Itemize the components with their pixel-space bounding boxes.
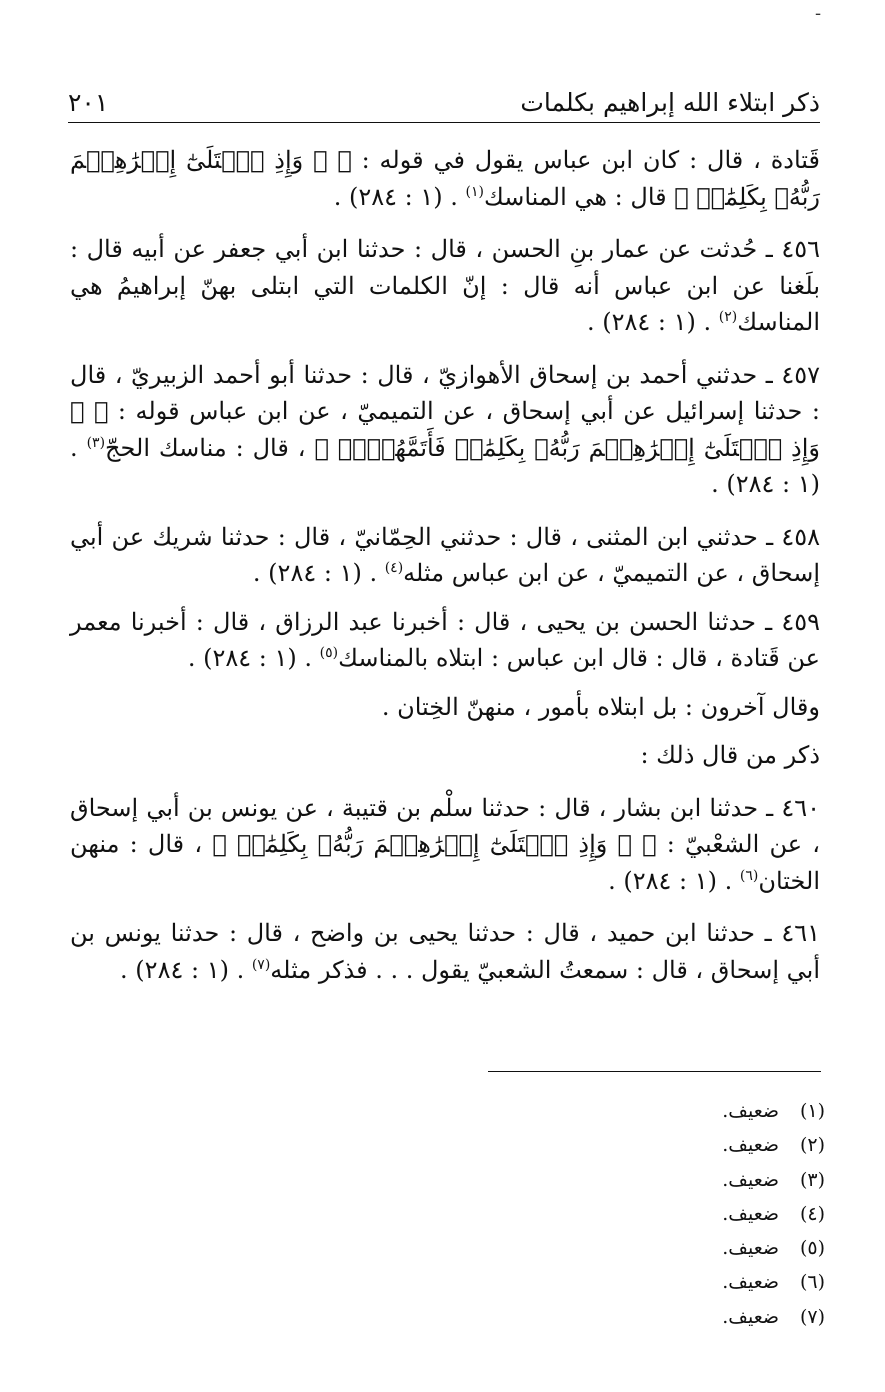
footnote-text: ضعيف. xyxy=(722,1271,779,1294)
footnote-marker: (١) xyxy=(465,183,484,200)
paragraph-456 xyxy=(70,231,820,341)
footnote-text: ضعيف. xyxy=(722,1202,779,1225)
footnote-item xyxy=(525,1197,825,1231)
footnote-marker: (٣) xyxy=(86,434,106,451)
footnote-text: ضعيف. xyxy=(722,1305,779,1328)
citation: . (١ : ٢٨٤) . xyxy=(187,644,320,672)
footnote-number: (٢) xyxy=(799,1134,825,1157)
header-title: ذكر ابتلاء الله إبراهيم بكلمات xyxy=(520,88,820,117)
footnote-marker: (٦) xyxy=(739,867,759,884)
citation: . (١ : ٢٨٤) . xyxy=(608,866,740,895)
quran-verse: ﴿ ۞ وَإِذِ ٱبۡتَلَىٰٓ إِبۡرَٰهِـۧمَ رَبُّهُۥ بِكَلِمَٰتٖ ﴾ xyxy=(212,830,657,858)
paragraph-458 xyxy=(70,519,820,592)
paragraph-text: ، قال : منهن الختان xyxy=(70,830,820,895)
footnote-number: (٧) xyxy=(799,1305,825,1328)
page-number: ٢٠١ xyxy=(68,88,109,117)
footnote-text: ضعيف. xyxy=(722,1100,779,1122)
footnote-marker: (٢) xyxy=(718,309,738,325)
footnote-item xyxy=(525,1128,825,1162)
paragraph-qatada xyxy=(70,142,820,215)
footnote-item xyxy=(525,1163,825,1197)
footnote-marker: (٥) xyxy=(319,645,339,661)
quran-verse: ﴿ ۞ وَإِذِ ٱبۡتَلَىٰٓ إِبۡرَٰهِـۧمَ رَبُّهُۥ بِكَلِمَٰتٖ فَأَتَمَّهُنَّۖ ﴾ xyxy=(70,397,820,462)
paragraph-text: ٤٦١ ـ حدثنا ابن حميد ، قال : حدثنا يحيى بن واضح ، قال : حدثنا يونس بن أبي إسحاق ، قال : سمعتُ الشعبيّ يقول . . . فذكر مثله xyxy=(70,919,820,984)
footnote-divider xyxy=(488,1071,821,1072)
footnote-item xyxy=(525,1265,825,1299)
paragraph-text: ٤٥٧ ـ حدثني أحمد بن إسحاق الأهوازيّ ، قال : حدثنا أبو أحمد الزبيريّ ، قال : حدثنا إسرائيل عن أبي إسحاق ، عن التميميّ ، عن ابن عباس قوله : xyxy=(70,360,821,425)
footnote-item xyxy=(525,1094,825,1128)
footnote-text: ضعيف. xyxy=(722,1168,779,1191)
paragraph-text: ٤٦٠ ـ حدثنا ابن بشار ، قال : حدثنا سلْم بن قتيبة ، عن يونس بن أبي إسحاق ، عن الشعْبيّ : xyxy=(70,793,821,858)
citation: . (١ : ٢٨٤) . xyxy=(120,955,252,984)
footnote-text: ضعيف. xyxy=(722,1237,779,1260)
footnote-marker: (٤) xyxy=(384,560,404,576)
footnote-marker: (٧) xyxy=(251,956,271,973)
paragraph-text: ٤٥٩ ـ حدثنا الحسن بن يحيى ، قال : أخبرنا عبد الرزاق ، قال : أخبرنا معمر عن قَتادة ، قال : قال ابن عباس : ابتلاه بالمناسك xyxy=(70,607,820,672)
paragraph-mention xyxy=(70,737,820,774)
footnote-text: ضعيف. xyxy=(722,1134,779,1157)
paragraph-text: قَتادة ، قال : كان ابن عباس يقول في قوله : xyxy=(351,146,821,174)
paragraph-text: قال : هي المناسك xyxy=(484,182,675,211)
paragraph-text: ٤٥٨ ـ حدثني ابن المثنى ، قال : حدثني الحِمّانيّ ، قال : حدثنا شريك عن أبي إسحاق ، عن التميميّ ، عن ابن عباس مثله xyxy=(70,522,820,587)
footnote-item xyxy=(525,1231,825,1265)
footnote-number: (٤) xyxy=(799,1202,825,1225)
paragraph-text: وقال آخرون : بل ابتلاه بأمور ، منهنّ الخِتان . xyxy=(381,692,820,721)
citation: . (١ : ٢٨٤) . xyxy=(70,433,820,498)
paragraph-459 xyxy=(70,604,820,677)
quran-verse: ﴿ ۞ وَإِذِ ٱبۡتَلَىٰٓ إِبۡرَٰهِـۧمَ رَبُّهُۥ بِكَلِمَٰتٖ ﴾ xyxy=(70,146,820,211)
citation: . (١ : ٢٨٤) . xyxy=(252,559,385,587)
citation: . (١ : ٢٨٤) . xyxy=(587,308,719,336)
paragraph-others-said xyxy=(70,689,820,726)
main-text xyxy=(70,142,820,1000)
footnote-number: (٦) xyxy=(799,1271,825,1294)
paragraph-text: ٤٥٦ ـ حُدثت عن عمار بنِ الحسن ، قال : حدثنا ابن أبي جعفر عن أبيه قال : بلَغنا عن ابن عباس أنه قال : إنّ الكلمات التي ابتلى بهنّ إبراهيمُ هي المناسك xyxy=(70,235,821,336)
citation: . (١ : ٢٨٤) . xyxy=(333,182,466,211)
paragraph-text: ، قال : مناسك الحجّ xyxy=(105,433,315,462)
footnotes xyxy=(525,1094,825,1334)
footnote-number: (١) xyxy=(799,1100,825,1122)
corner-mark: - xyxy=(815,3,822,24)
footnote-number: (٥) xyxy=(799,1237,825,1260)
running-header xyxy=(68,86,820,123)
paragraph-text: ذكر من قال ذلك : xyxy=(640,741,820,769)
paragraph-457 xyxy=(70,357,820,503)
paragraph-460 xyxy=(70,790,820,900)
footnote-number: (٣) xyxy=(799,1168,825,1191)
paragraph-461 xyxy=(70,915,820,988)
footnote-item xyxy=(525,1300,825,1334)
